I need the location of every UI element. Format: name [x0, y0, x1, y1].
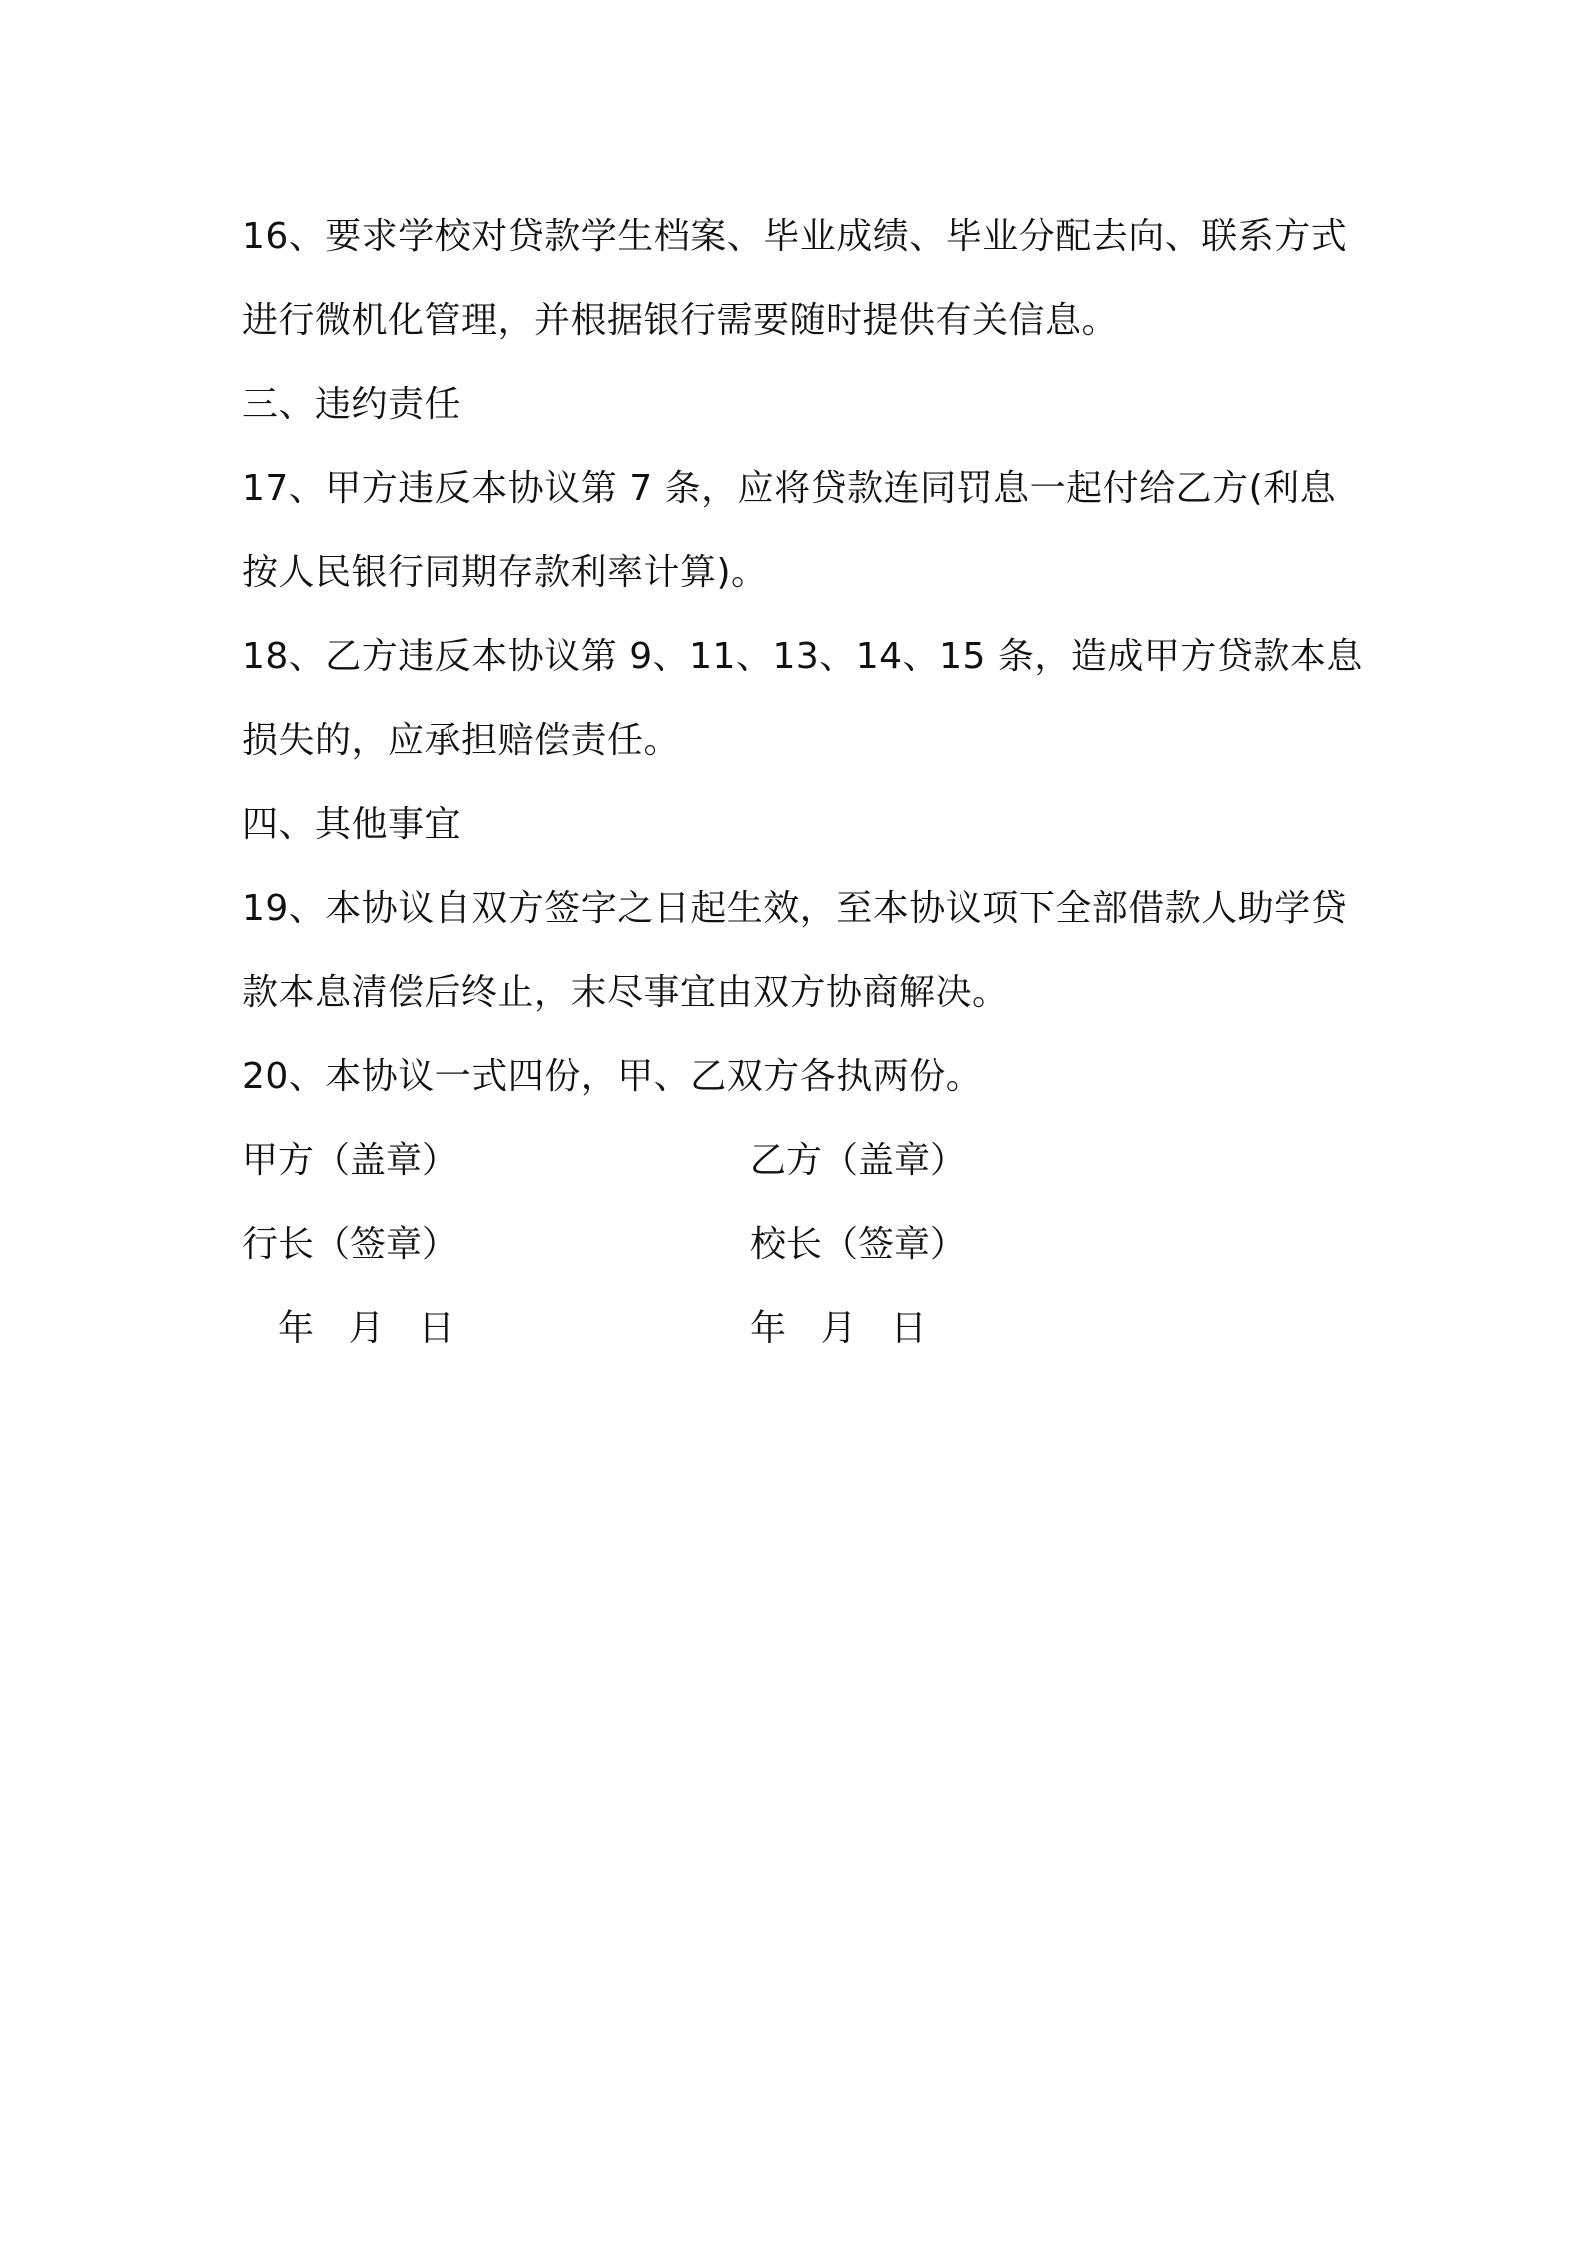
signer-row: [242, 1203, 1362, 1287]
text-line: 进行微机化管理，并根据银行需要随时提供有关信息。: [242, 300, 1119, 341]
text-line: 损失的，应承担赔偿责任。: [242, 720, 681, 761]
section-heading: 三、违约责任: [242, 384, 462, 425]
document-body: [242, 195, 1362, 1371]
party-b-seal-label: 乙方（盖章）: [750, 1140, 967, 1181]
text-line: 按人民银行同期存款利率计算)。: [242, 552, 768, 593]
party-a-date-label: 年 月 日: [278, 1308, 455, 1349]
section-heading-breach: [242, 363, 1362, 447]
clause-19: [242, 867, 1362, 1035]
clause-18: [242, 615, 1362, 783]
clause-17: [242, 447, 1362, 615]
text-line: 16、要求学校对贷款学生档案、毕业成绩、毕业分配去向、联系方式: [242, 216, 1348, 257]
party-a-signer-label: 行长（签章）: [242, 1224, 459, 1265]
seal-row: [242, 1119, 1362, 1203]
section-heading-other: [242, 783, 1362, 867]
text-line: 款本息清偿后终止，末尽事宜由双方协商解决。: [242, 972, 1009, 1013]
text-line: 20、本协议一式四份，甲、乙双方各执两份。: [242, 1056, 983, 1097]
text-line: 18、乙方违反本协议第 9、11、13、14、15 条，造成甲方贷款本息: [242, 636, 1363, 677]
date-row: [242, 1287, 1362, 1371]
clause-16: [242, 195, 1362, 363]
signature-block: [242, 1119, 1362, 1371]
text-line: 17、甲方违反本协议第 7 条，应将贷款连同罚息一起付给乙方(利息: [242, 468, 1337, 509]
text-line: 19、本协议自双方签字之日起生效，至本协议项下全部借款人助学贷: [242, 888, 1348, 929]
section-heading: 四、其他事宜: [242, 804, 462, 845]
party-a-seal-label: 甲方（盖章）: [242, 1140, 459, 1181]
party-b-signer-label: 校长（签章）: [750, 1224, 967, 1265]
clause-20: [242, 1035, 1362, 1119]
party-b-date-label: 年 月 日: [750, 1308, 927, 1349]
